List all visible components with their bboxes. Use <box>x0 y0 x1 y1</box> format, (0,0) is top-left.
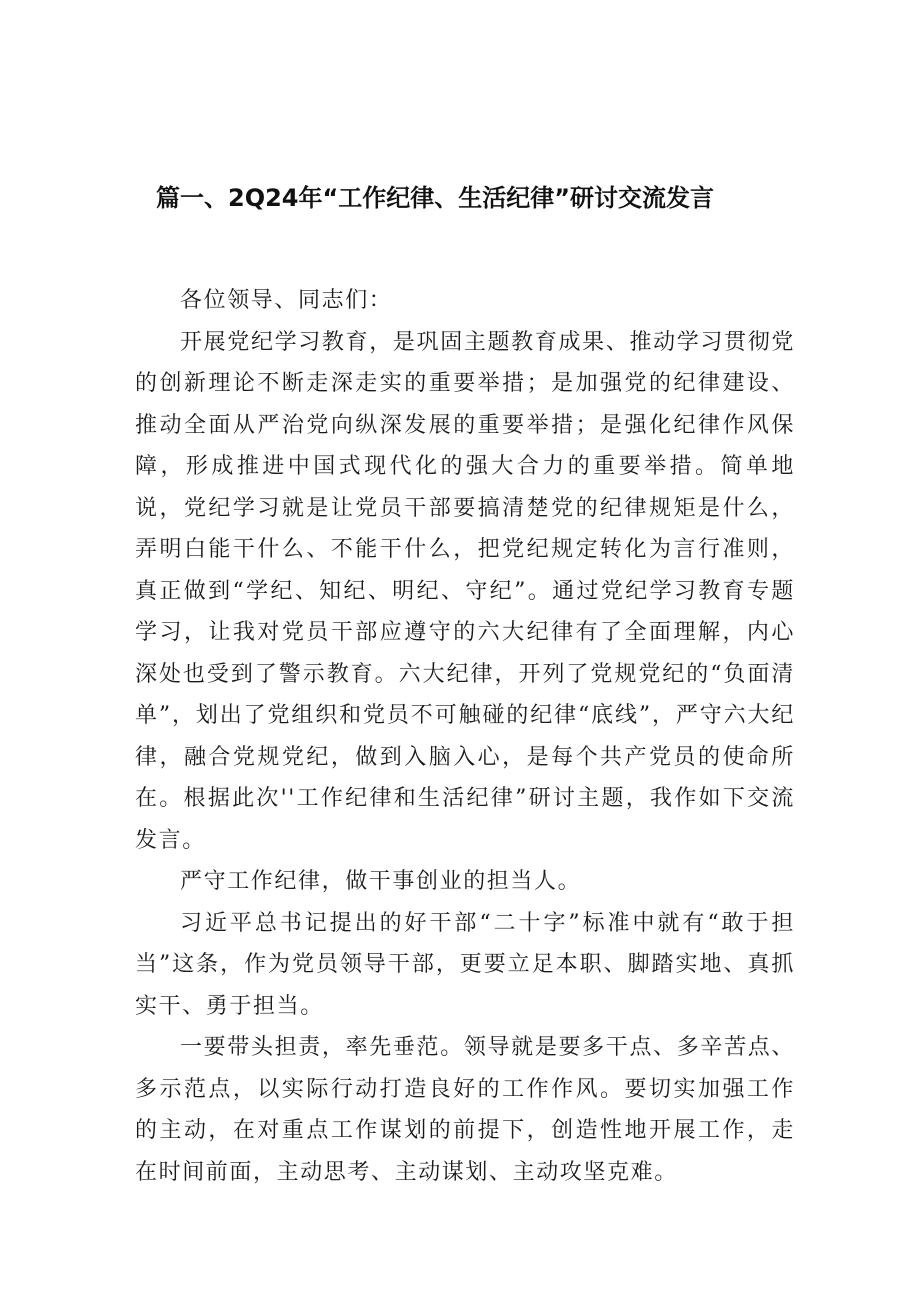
document-title: 篇一、2Q24年“工作纪律、生活纪律”研讨交流发言 <box>156 184 715 212</box>
responsibility-paragraph: 一要带头担责，率先垂范。领导就是要多干点、多辛苦点、多示范点，以实际行动打造良好的工作作风。要切实加强工作的主动，在对重点工作谋划的前提下，创造性地开展工作，走在时间前面，主动思考、主动谋划、主动攻坚克难。 <box>135 1035 795 1185</box>
intro-paragraph: 开展党纪学习教育，是巩固主题教育成果、推动学习贯彻党的创新理论不断走深走实的重要举措；是加强党的纪律建设、推动全面从严治党向纵深发展的重要举措；是强化纪律作风保障，形成推进中国式现代化的强大合力的重要举措。简单地说，党纪学习就是让党员干部要搞清楚党的纪律规矩是什么，弄明白能干什么、不能干什么，把党纪规定转化为言行准则，真正做到“学纪、知纪、明纪、守纪”。通过党纪学习教育专题学习，让我对党员干部应遵守的六大纪律有了全面理解，内心深处也受到了警示教育。六大纪律，开列了党规党纪的“负面清单”，划出了党组织和党员不可触碰的纪律“底线”，严守六大纪律，融合党规党纪，做到入脑入心，是每个共产党员的使命所在。根据此次''工作纪律和生活纪律”研讨主题，我作如下交流发言。 <box>135 329 795 853</box>
standard-paragraph: 习近平总书记提出的好干部“二十字”标准中就有“敢于担当”这条，作为党员领导干部，更要立足本职、脚踏实地、真抓实干、勇于担当。 <box>135 910 795 1019</box>
section-heading-paragraph: 严守工作纪律，做干事创业的担当人。 <box>180 869 582 894</box>
document-body <box>135 280 795 1193</box>
salutation-paragraph: 各位领导、同志们： <box>180 288 393 313</box>
